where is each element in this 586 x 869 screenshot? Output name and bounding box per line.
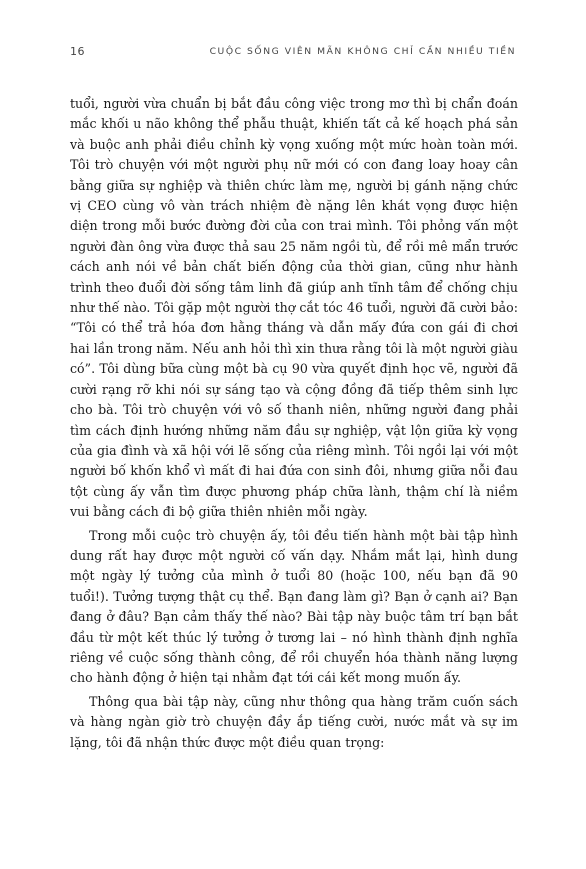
page-header <box>70 45 516 61</box>
paragraph-continued: tuổi, người vừa chuẩn bị bắt đầu công việc trong mơ thì bị chẩn đoán mắc khối u não không thể phẫu thuật, khiến tất cả kế hoạch phá sản và buộc anh phải điều chỉnh kỳ vọng xuống một mức hoàn toàn mới. Tôi trò chuyện với một người phụ nữ mới có con đang loay hoay cân bằng giữa sự nghiệp và thiên chức làm mẹ, người bị gánh nặng chức vị CEO cùng vô vàn trách nhiệm đè nặng lên khát vọng được hiện diện trong mỗi bước đường đời của con trai mình. Tôi phỏng vấn một người đàn ông vừa được thả sau 25 năm ngồi tù, để rồi mê mẩn trước cách anh nói về bản chất biến động của thời gian, cũng như hành trình theo đuổi đời sống tâm linh đã giúp anh tĩnh tâm để chống chịu như thế nào. Tôi gặp một người thợ cắt tóc 46 tuổi, người đã cười bảo: “Tôi có thể trả hóa đơn hằng tháng và dẫn mấy đứa con gái đi chơi hai lần trong năm. Nếu anh hỏi thì xin thưa rằng tôi là một người giàu có”. Tôi dùng bữa cùng một bà cụ 90 vừa quyết định học vẽ, người đã cười rạng rỡ khi nói sự sáng tạo và cộng đồng đã tiếp thêm sinh lực cho bà. Tôi trò chuyện với vô số thanh niên, những người đang phải tìm cách định hướng những năm đầu sự nghiệp, vật lộn giữa kỳ vọng của gia đình và xã hội với lẽ sống của riêng mình. Tôi ngồi lại với một người bố khốn khổ vì mất đi hai đứa con sinh đôi, nhưng giữa nỗi đau tột cùng ấy vẫn tìm được phương pháp chữa lành, thậm chí là niềm vui bằng cách đi bộ giữa thiên nhiên mỗi ngày. <box>70 96 518 520</box>
paragraph-realization: Thông qua bài tập này, cũng như thông qua hàng trăm cuốn sách và hàng ngàn giờ trò chuyện đầy ắp tiếng cười, nước mắt và sự im lặng, tôi đã nhận thức được một điều quan trọng: <box>70 693 518 750</box>
paragraph-exercise: Trong mỗi cuộc trò chuyện ấy, tôi đều tiến hành một bài tập hình dung rất hay được một người cố vấn dạy. Nhắm mắt lại, hình dung một ngày lý tưởng của mình ở tuổi 80 (hoặc 100, nếu bạn đã 90 tuổi!). Tưởng tượng thật cụ thể. Bạn đang làm gì? Bạn ở cạnh ai? Bạn đang ở đâu? Bạn cảm thấy thế nào? Bài tập này buộc tâm trí bạn bắt đầu từ một kết thúc lý tưởng ở tương lai – nó hình thành định nghĩa riêng về cuộc sống thành công, để rồi chuyển hóa thành năng lượng cho hành động ở hiện tại nhằm đạt tới cái kết mong muốn ấy. <box>70 527 518 686</box>
page-number: 16 <box>70 45 85 58</box>
body-text <box>70 94 518 753</box>
running-title: CUỘC SỐNG VIÊN MÃN KHÔNG CHỈ CẦN NHIỀU TIỀN <box>209 46 516 57</box>
